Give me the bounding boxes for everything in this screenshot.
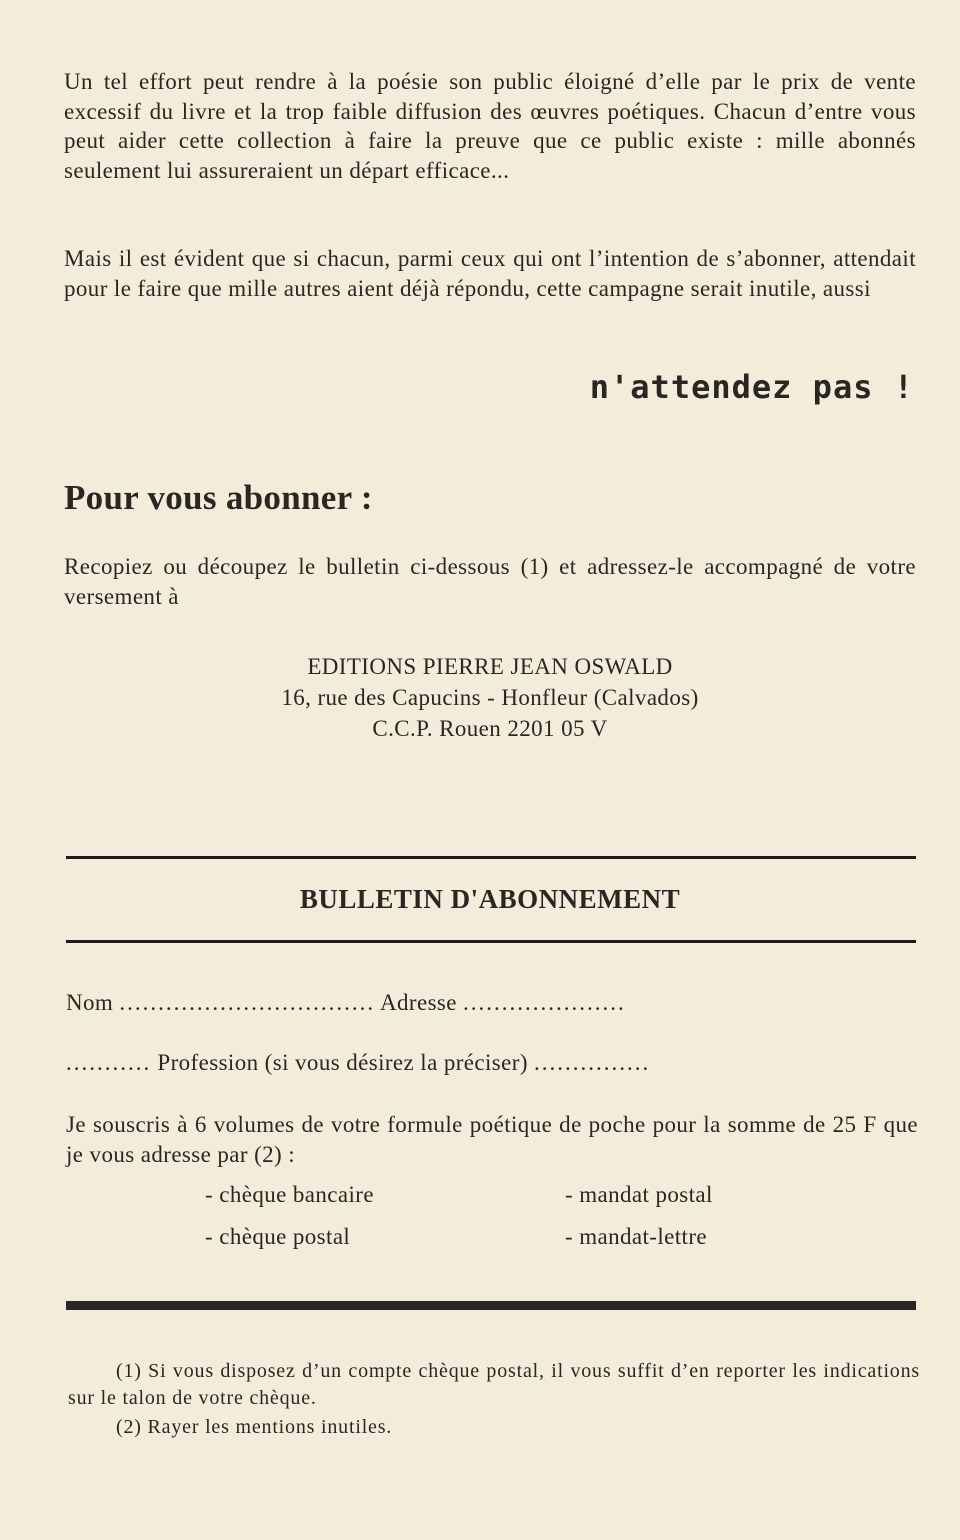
nom-label: Nom	[66, 990, 114, 1015]
address-line-publisher: EDITIONS PIERRE JEAN OSWALD	[307, 654, 673, 679]
form-title: BULLETIN D'ABONNEMENT	[299, 884, 681, 914]
payment-option-cheque-bancaire: - chèque bancaire	[205, 1182, 374, 1207]
divider-middle	[66, 940, 916, 943]
intro-paragraph: Un tel effort peut rendre à la poésie son public éloigné d’elle par le prix de vente excessif du livre et la trop faible diffusion des œuvres poétiques. Chacun d’entre vous peut aider cette collection à faire la preuve que ce public existe : mille abonnés seulement lui assureraient un départ efficace...	[64, 69, 916, 183]
divider-bottom	[66, 1301, 916, 1310]
adresse-continuation-field[interactable]: ...........	[66, 1050, 152, 1075]
footnote-2: (2) Rayer les mentions inutiles.	[116, 1416, 393, 1438]
payment-option-mandat-postal: - mandat postal	[565, 1182, 713, 1207]
profession-label: Profession (si vous désirez la préciser)	[157, 1050, 528, 1075]
form-line-name-address	[66, 990, 918, 1016]
subscribe-heading: Pour vous abonner :	[64, 478, 373, 517]
divider-top	[66, 856, 916, 859]
adresse-label: Adresse	[380, 990, 457, 1015]
payment-option-cheque-postal: - chèque postal	[205, 1224, 351, 1249]
address-line-ccp: C.C.P. Rouen 2201 05 V	[372, 716, 608, 741]
publisher-address	[0, 651, 960, 744]
nom-field[interactable]: .................................	[119, 990, 376, 1015]
subscription-statement: Je souscris à 6 volumes de votre formule poétique de poche pour la somme de 25 F que je vous adresse par (2) :	[66, 1112, 918, 1167]
payment-option-mandat-lettre: - mandat-lettre	[565, 1224, 708, 1249]
address-line-street: 16, rue des Capucins - Honfleur (Calvados)	[281, 685, 699, 710]
subscribe-instructions: Recopiez ou découpez le bulletin ci-dessous (1) et adressez-le accompagné de votre versement à	[64, 554, 916, 609]
form-line-profession	[66, 1050, 918, 1076]
call-to-action: n'attendez pas !	[589, 368, 914, 406]
footnote-1: (1) Si vous disposez d’un compte chèque postal, il vous suffit d’en reporter les indications sur le talon de votre chèque.	[68, 1360, 920, 1409]
adresse-field[interactable]: .....................	[463, 990, 626, 1015]
profession-field[interactable]: ...............	[534, 1050, 651, 1075]
intro-paragraph-2: Mais il est évident que si chacun, parmi ceux qui ont l’intention de s’abonner, attendait pour le faire que mille autres aient déjà répondu, cette campagne serait inutile, aussi	[64, 246, 916, 301]
